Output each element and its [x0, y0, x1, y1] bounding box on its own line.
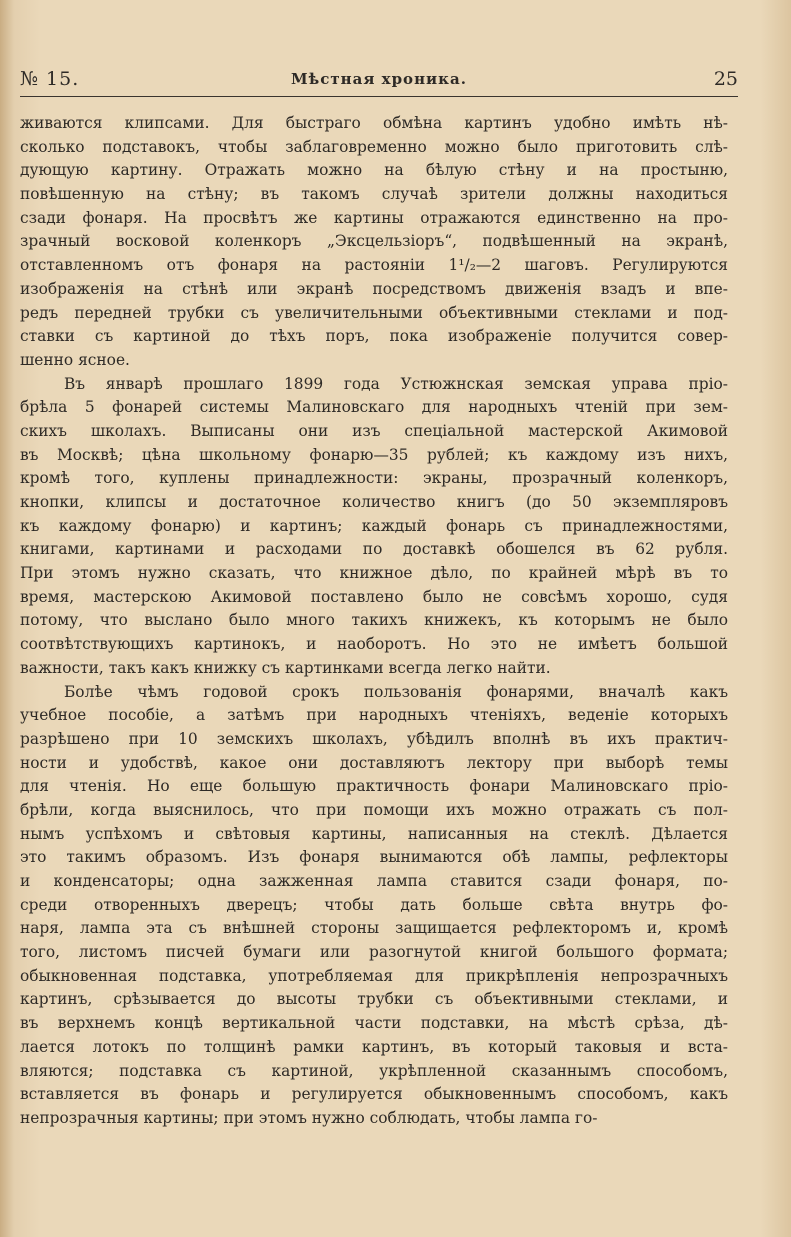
- text-line: [20, 254, 728, 278]
- text-line: [20, 586, 728, 610]
- text-line: [20, 870, 728, 894]
- text-line-content: въ верхнемъ концѣ вертикальной части подставки, на мѣстѣ срѣза, дѣ-: [20, 1014, 728, 1033]
- text-line: [20, 1012, 728, 1036]
- text-line-content: изображенія на стѣнѣ или экранѣ посредствомъ движенія взадъ и впе-: [20, 279, 728, 298]
- text-line-content: отставленномъ отъ фонаря на растояніи 1¹/₂—2 шаговъ. Регулируются: [20, 256, 728, 275]
- text-line: [20, 159, 728, 183]
- text-line-content: редъ передней трубки съ увеличительными объективными стеклами и под-: [20, 303, 728, 322]
- text-line: [20, 823, 728, 847]
- text-line: [20, 467, 728, 491]
- text-line-content: повѣшенную на стѣну; въ такомъ случаѣ зрители должны находиться: [20, 185, 728, 204]
- text-line: [20, 988, 728, 1012]
- text-line-content: соотвѣтствующихъ картинокъ, и наоборотъ. Но это не имѣетъ большой: [20, 635, 728, 654]
- paragraph: [20, 112, 728, 373]
- text-line-content: разрѣшено при 10 земскихъ школахъ, убѣдилъ вполнѣ въ ихъ практич-: [20, 729, 728, 748]
- text-line-content: кромѣ того, куплены принадлежности: экраны, прозрачный коленкоръ,: [20, 469, 728, 488]
- text-line-content: и конденсаторы; одна зажженная лампа ставится сзади фонаря, по-: [20, 872, 728, 890]
- text-line-content: дующую картину. Отражать можно на бѣлую стѣну и на простыню,: [20, 161, 728, 180]
- text-line: [20, 1060, 728, 1084]
- text-line-content: ставки съ картиной до тѣхъ поръ, пока изображеніе получится совер-: [20, 327, 728, 346]
- text-line: [20, 515, 728, 539]
- text-line-content: важности, такъ какъ книжку съ картинками всегда легко найти.: [20, 658, 551, 677]
- text-line-content: картинъ, срѣзывается до высоты трубки съ объективными стеклами, и: [20, 990, 728, 1009]
- text-line: [20, 1107, 728, 1131]
- text-line: [20, 775, 728, 799]
- text-line-content: обыкновенная подставка, употребляемая для прикрѣпленія непрозрачныхъ: [20, 966, 728, 985]
- article-body: [20, 112, 728, 1131]
- text-line-content: живаются клипсами. Для быстраго обмѣна картинъ удобно имѣть нѣ-: [20, 114, 728, 132]
- text-line-content: скихъ школахъ. Выписаны они изъ спеціальной мастерской Акимовой: [20, 421, 728, 440]
- text-line-content: нымъ успѣхомъ и свѣтовыя картины, написанныя на стеклѣ. Дѣлается: [20, 824, 728, 843]
- text-line-content: время, мастерскою Акимовой поставлено было не совсѣмъ хорошо, судя: [20, 587, 728, 606]
- text-line-content: брѣла 5 фонарей системы Малиновскаго для народныхъ чтеній при зем-: [20, 398, 728, 417]
- page-number: 25: [713, 68, 738, 90]
- text-line-content: въ Москвѣ; цѣна школьному фонарю—35 рублей; къ каждому изъ нихъ,: [20, 445, 728, 464]
- text-line: [20, 444, 728, 468]
- text-line: [20, 1083, 728, 1107]
- text-line-content: непрозрачныя картины; при этомъ нужно соблюдать, чтобы лампа го-: [20, 1108, 598, 1127]
- text-line-content: ности и удобствѣ, какое они доставляютъ лектору при выборѣ темы: [20, 753, 728, 772]
- text-line: [20, 207, 728, 231]
- text-line: [20, 562, 728, 586]
- text-line: [20, 894, 728, 918]
- text-line-content: это такимъ образомъ. Изъ фонаря вынимаются обѣ лампы, рефлекторы: [20, 848, 728, 867]
- text-line: [20, 183, 728, 207]
- text-line-content: лается лотокъ по толщинѣ рамки картинъ, въ который таковыя и вста-: [20, 1037, 728, 1056]
- text-line: [20, 278, 728, 302]
- text-line-content: того, листомъ писчей бумаги или разогнутой книгой большого формата;: [20, 943, 728, 962]
- issue-number: № 15.: [20, 68, 80, 90]
- text-line-content: для чтенія. Но еще большую практичность фонари Малиновскаго пріо-: [20, 777, 728, 796]
- section-title: Мѣстная хроника.: [291, 70, 467, 88]
- text-line: [20, 396, 728, 420]
- text-line: [20, 230, 728, 254]
- text-line: [20, 657, 728, 681]
- text-line: [20, 752, 728, 776]
- text-line: [20, 917, 728, 941]
- text-line-content: При этомъ нужно сказать, что книжное дѣло, по крайней мѣрѣ въ то: [20, 564, 728, 583]
- text-line: [20, 491, 728, 515]
- text-line-content: сколько подставокъ, чтобы заблаговременно можно было приготовить слѣ-: [20, 137, 728, 156]
- paragraph: [20, 681, 728, 1131]
- paragraph: [20, 373, 728, 681]
- text-line-content: вставляется въ фонарь и регулируется обыкновеннымъ способомъ, какъ: [20, 1085, 728, 1104]
- text-line: [20, 373, 728, 397]
- running-header: [20, 66, 738, 96]
- text-line: [20, 681, 728, 705]
- text-line: [20, 302, 728, 326]
- text-line: [20, 799, 728, 823]
- text-line-content: потому, что выслано было много такихъ книжекъ, къ которымъ не было: [20, 611, 728, 630]
- text-line: [20, 846, 728, 870]
- text-line: [20, 633, 728, 657]
- text-line-content: зрачный восковой коленкоръ „Эксцельзіоръ“, подвѣшенный на экранѣ,: [20, 232, 728, 251]
- text-line-content: книгами, картинами и расходами по доставкѣ обошелся въ 62 рубля.: [20, 540, 728, 559]
- text-line: [20, 112, 728, 136]
- text-line-content: наря, лампа эта съ внѣшней стороны защищается рефлекторомъ и, кромѣ: [20, 919, 728, 938]
- text-line: [20, 420, 728, 444]
- text-line: [20, 965, 728, 989]
- text-line: [20, 136, 728, 160]
- text-line: [20, 349, 728, 373]
- header-rule: [20, 96, 738, 97]
- text-line: [20, 609, 728, 633]
- text-line-content: шенно ясное.: [20, 350, 130, 369]
- text-line-content: Въ январѣ прошлаго 1899 года Устюжнская земская управа пріо-: [64, 374, 728, 393]
- text-line: [20, 728, 728, 752]
- text-line: [20, 538, 728, 562]
- text-line-content: къ каждому фонарю) и картинъ; каждый фонарь съ принадлежностями,: [20, 516, 728, 535]
- text-line: [20, 1036, 728, 1060]
- text-line: [20, 704, 728, 728]
- text-line-content: учебное пособіе, а затѣмъ при народныхъ чтеніяхъ, веденіе которыхъ: [20, 706, 728, 725]
- text-line-content: кнопки, клипсы и достаточное количество книгъ (до 50 экземпляровъ: [20, 493, 728, 511]
- text-line-content: Болѣе чѣмъ годовой срокъ пользованія фонарями, вначалѣ какъ: [64, 682, 728, 701]
- text-line-content: вляются; подставка съ картиной, укрѣпленной сказаннымъ способомъ,: [20, 1061, 728, 1080]
- text-line: [20, 941, 728, 965]
- text-line-content: среди отворенныхъ дверецъ; чтобы дать больше свѣта внутрь фо-: [20, 895, 728, 914]
- text-line: [20, 325, 728, 349]
- text-line-content: брѣли, когда выяснилось, что при помощи ихъ можно отражать съ пол-: [20, 800, 728, 819]
- text-line-content: сзади фонаря. На просвѣтъ же картины отражаются единственно на про-: [20, 208, 728, 227]
